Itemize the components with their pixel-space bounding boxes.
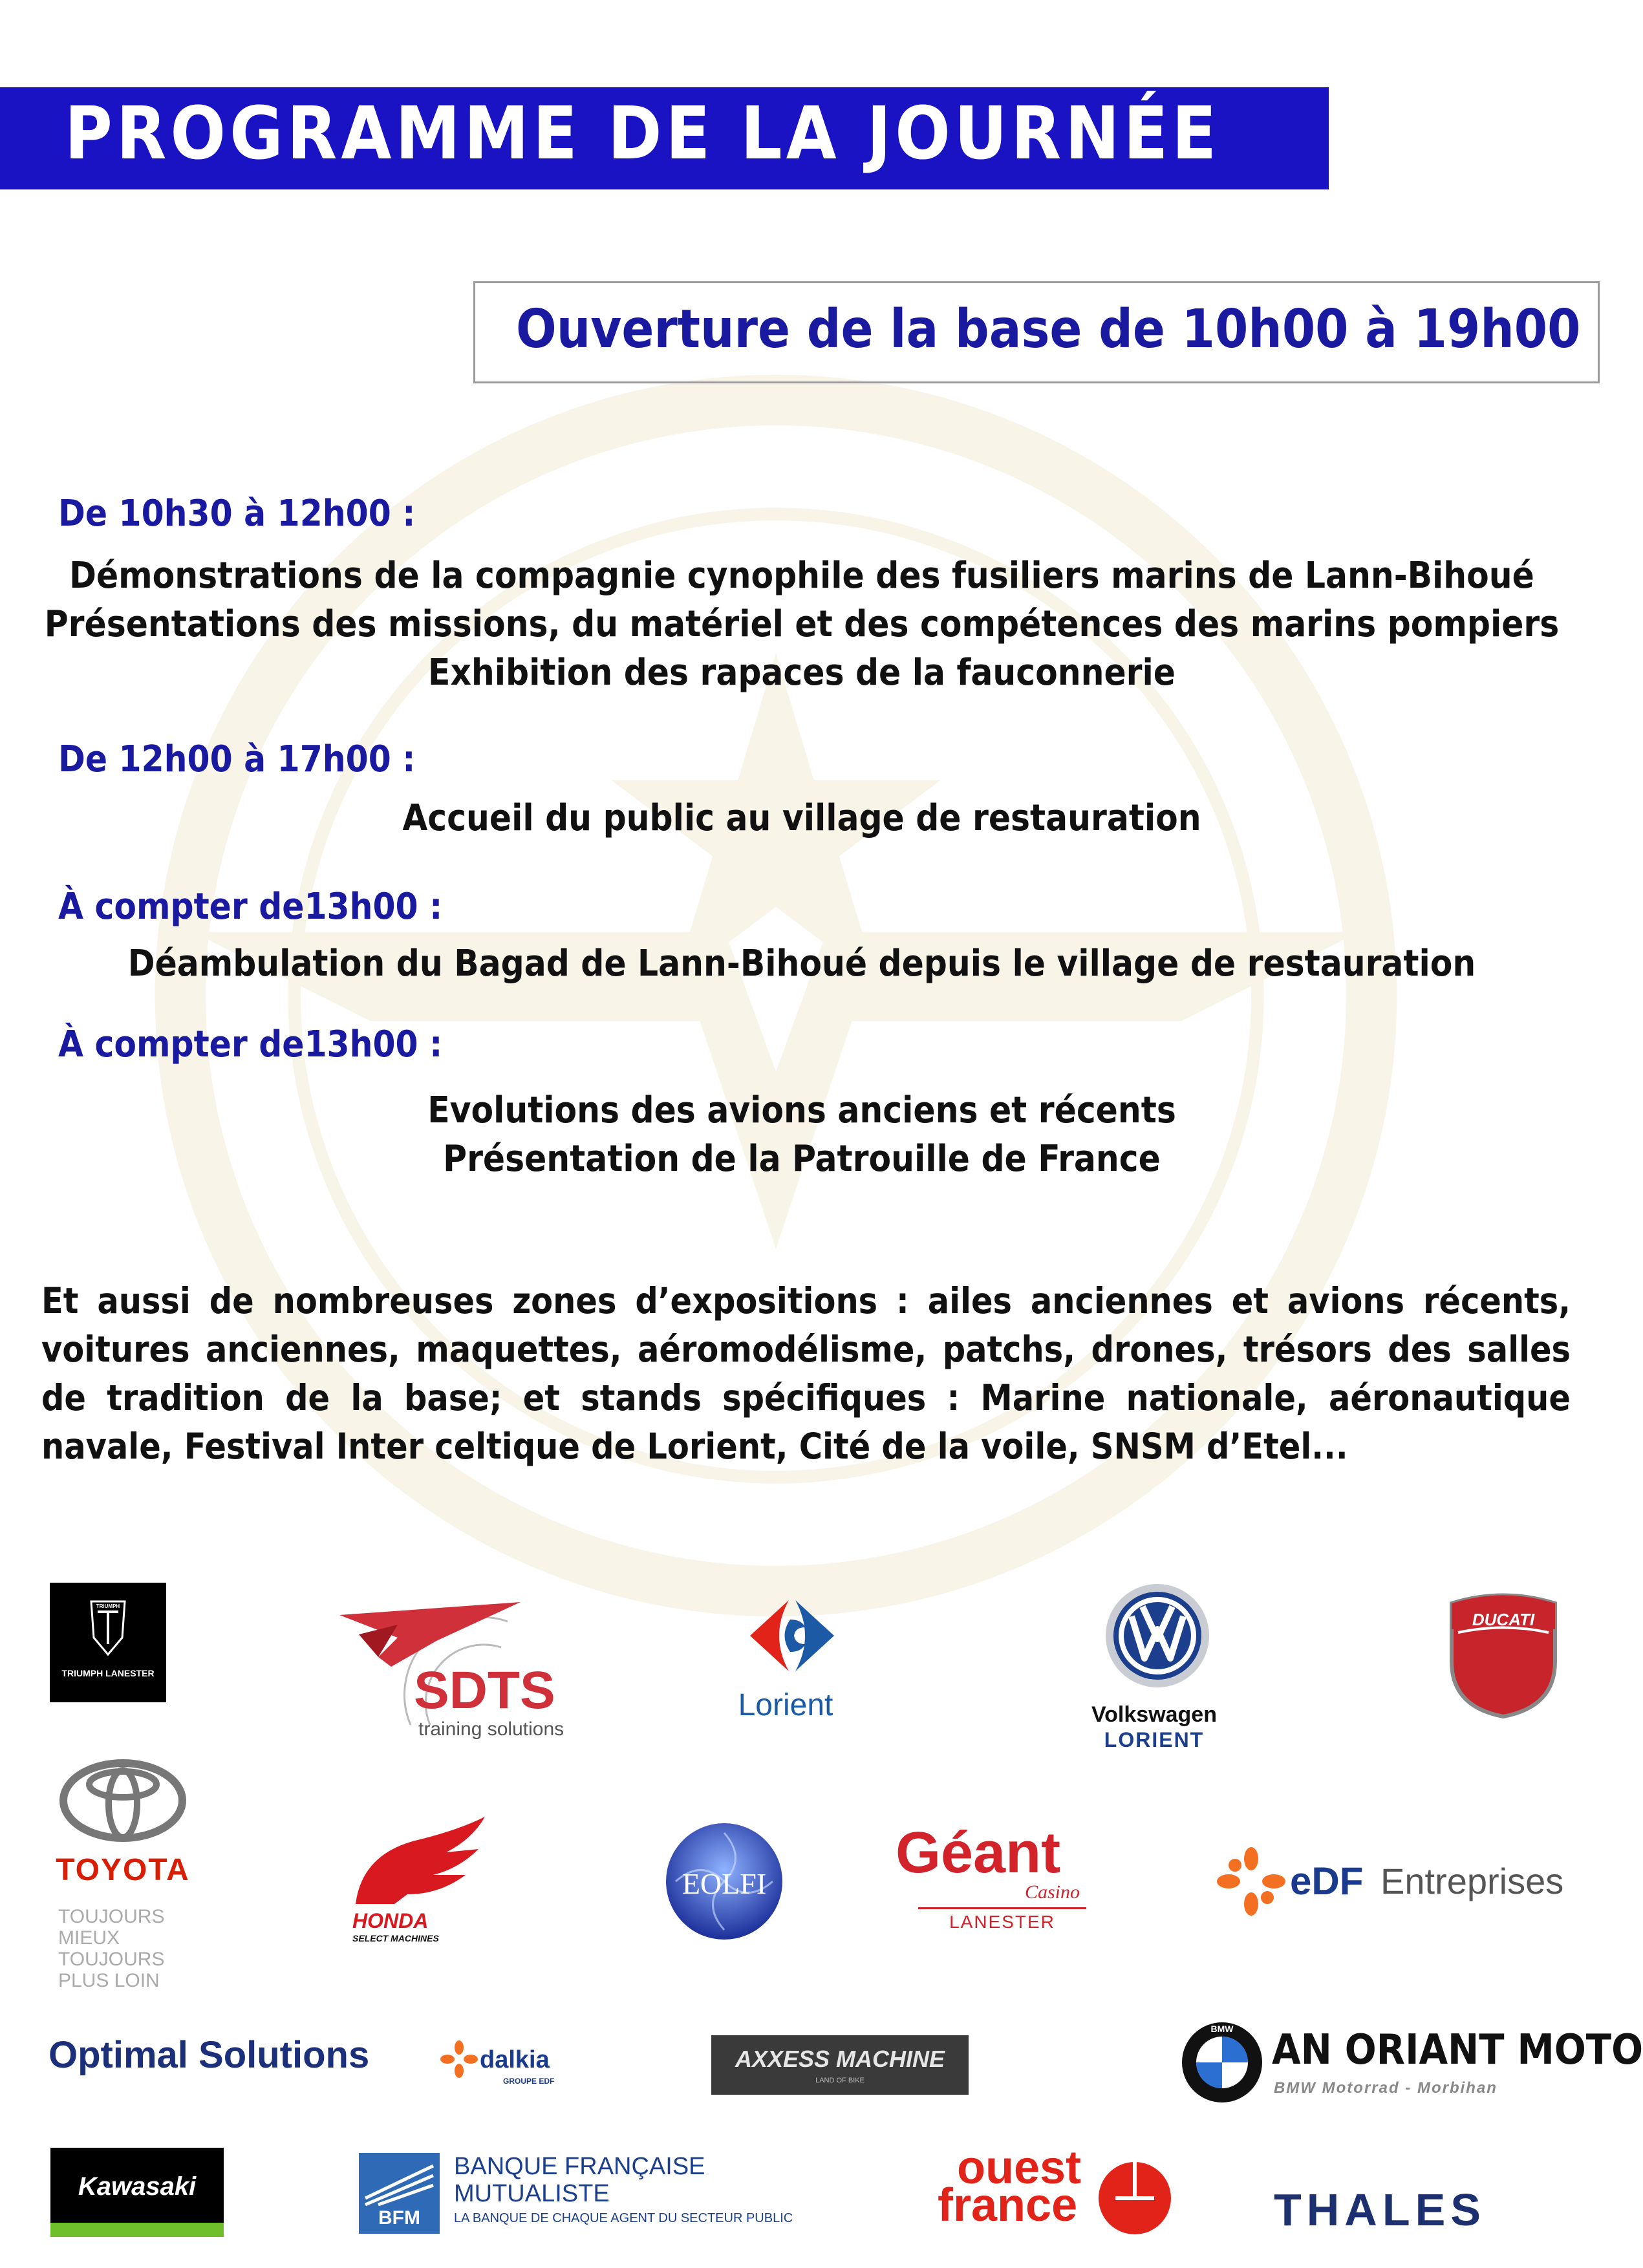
schedule-time-3: À compter de13h00 : xyxy=(58,886,443,928)
schedule-time-4: À compter de13h00 : xyxy=(58,1023,443,1065)
bfm-logo: BFM BANQUE FRANÇAISE MUTUALISTE LA BANQUE DE CHAQUE AGENT DU SECTEUR PUBLIC xyxy=(359,2153,876,2237)
schedule-item: Déambulation du Bagad de Lann-Bihoué depuis le village de restauration xyxy=(127,943,1476,985)
toyota-emblem-icon xyxy=(58,1759,188,1843)
thales-logo: THALES xyxy=(1274,2185,1486,2235)
dalkia-flower-icon xyxy=(440,2040,478,2079)
schedule-item: Présentations des missions, du matériel et des compétences des marins pompiers xyxy=(44,603,1560,645)
axxess-machine-logo: AXXESS MACHINE LAND OF BIKE xyxy=(711,2035,969,2095)
carrefour-icon xyxy=(744,1594,841,1678)
ducati-logo: DUCATI xyxy=(1445,1590,1562,1720)
opening-hours-text: Ouverture de la base de 10h00 à 19h00 xyxy=(516,299,1581,360)
schedule-item: Démonstrations de la compagnie cynophile des fusiliers marins de Lann-Bihoué xyxy=(69,555,1534,597)
ouest-france-circle-icon xyxy=(1096,2159,1174,2237)
vw-icon xyxy=(1102,1581,1212,1691)
geant-divider xyxy=(918,1907,1086,1909)
kawasaki-green-stripe xyxy=(50,2223,224,2237)
toyota-slogan: TOUJOURS MIEUX TOUJOURS PLUS LOIN xyxy=(58,1906,165,1991)
bfm-stripes-icon xyxy=(365,2159,433,2205)
page-title: PROGRAMME DE LA JOURNÉE xyxy=(65,92,1221,176)
triumph-logo: TRIUMPH TRIUMPH LANESTER xyxy=(50,1583,166,1702)
eolfi-logo: EOLFI xyxy=(663,1820,786,1943)
sdts-logo: SDTS training solutions xyxy=(339,1596,585,1738)
schedule-item: Présentation de la Patrouille de France xyxy=(443,1138,1161,1180)
schedule-time-1: De 10h30 à 12h00 : xyxy=(58,493,416,535)
schedule-time-2: De 12h00 à 17h00 : xyxy=(58,738,416,780)
schedule-item: Accueil du public au village de restauration xyxy=(402,797,1201,839)
geant-casino-logo: Géant Casino LANESTER xyxy=(896,1820,1109,1933)
edf-flower-icon xyxy=(1216,1846,1287,1917)
optimal-solutions-logo: Optimal Solutions xyxy=(48,2034,370,2076)
dalkia-logo: dalkia GROUPE EDF xyxy=(440,2037,569,2095)
kawasaki-logo: Kawasaki xyxy=(50,2148,224,2237)
schedule-item: Evolutions des avions anciens et récents xyxy=(427,1089,1176,1131)
carrefour-logo: Lorient xyxy=(721,1581,850,1742)
exhibitions-paragraph: Et aussi de nombreuses zones d’expositions : ailes anciennes et avions récents, voitures anciennes, maquettes, aéromodélisme, patchs, drones, trésors des salles de tradition de la base; et stands spécifiques : Marine nationale, aéronautique navale, Festival Inter celtique de Lorient, Cité de la voile, SNSM d’Etel... xyxy=(41,1280,1571,1467)
honda-wing-icon xyxy=(349,1813,491,1910)
an-oriant-moto-logo: BMW AN ORIANT MOTO BMW Motorrad - Morbihan xyxy=(1180,2017,1581,2108)
ouest-france-logo: ouest france xyxy=(938,2146,1177,2250)
volkswagen-logo: Volkswagen LORIENT xyxy=(1073,1581,1235,1755)
schedule-item: Exhibition des rapaces de la fauconnerie xyxy=(428,652,1176,694)
edf-entreprises-logo: eDF Entreprises xyxy=(1216,1846,1565,1917)
honda-logo: HONDA SELECT MACHINES xyxy=(349,1813,491,1949)
toyota-logo: TOYOTA TOUJOURS MIEUX TOUJOURS PLUS LOIN xyxy=(45,1759,200,1998)
